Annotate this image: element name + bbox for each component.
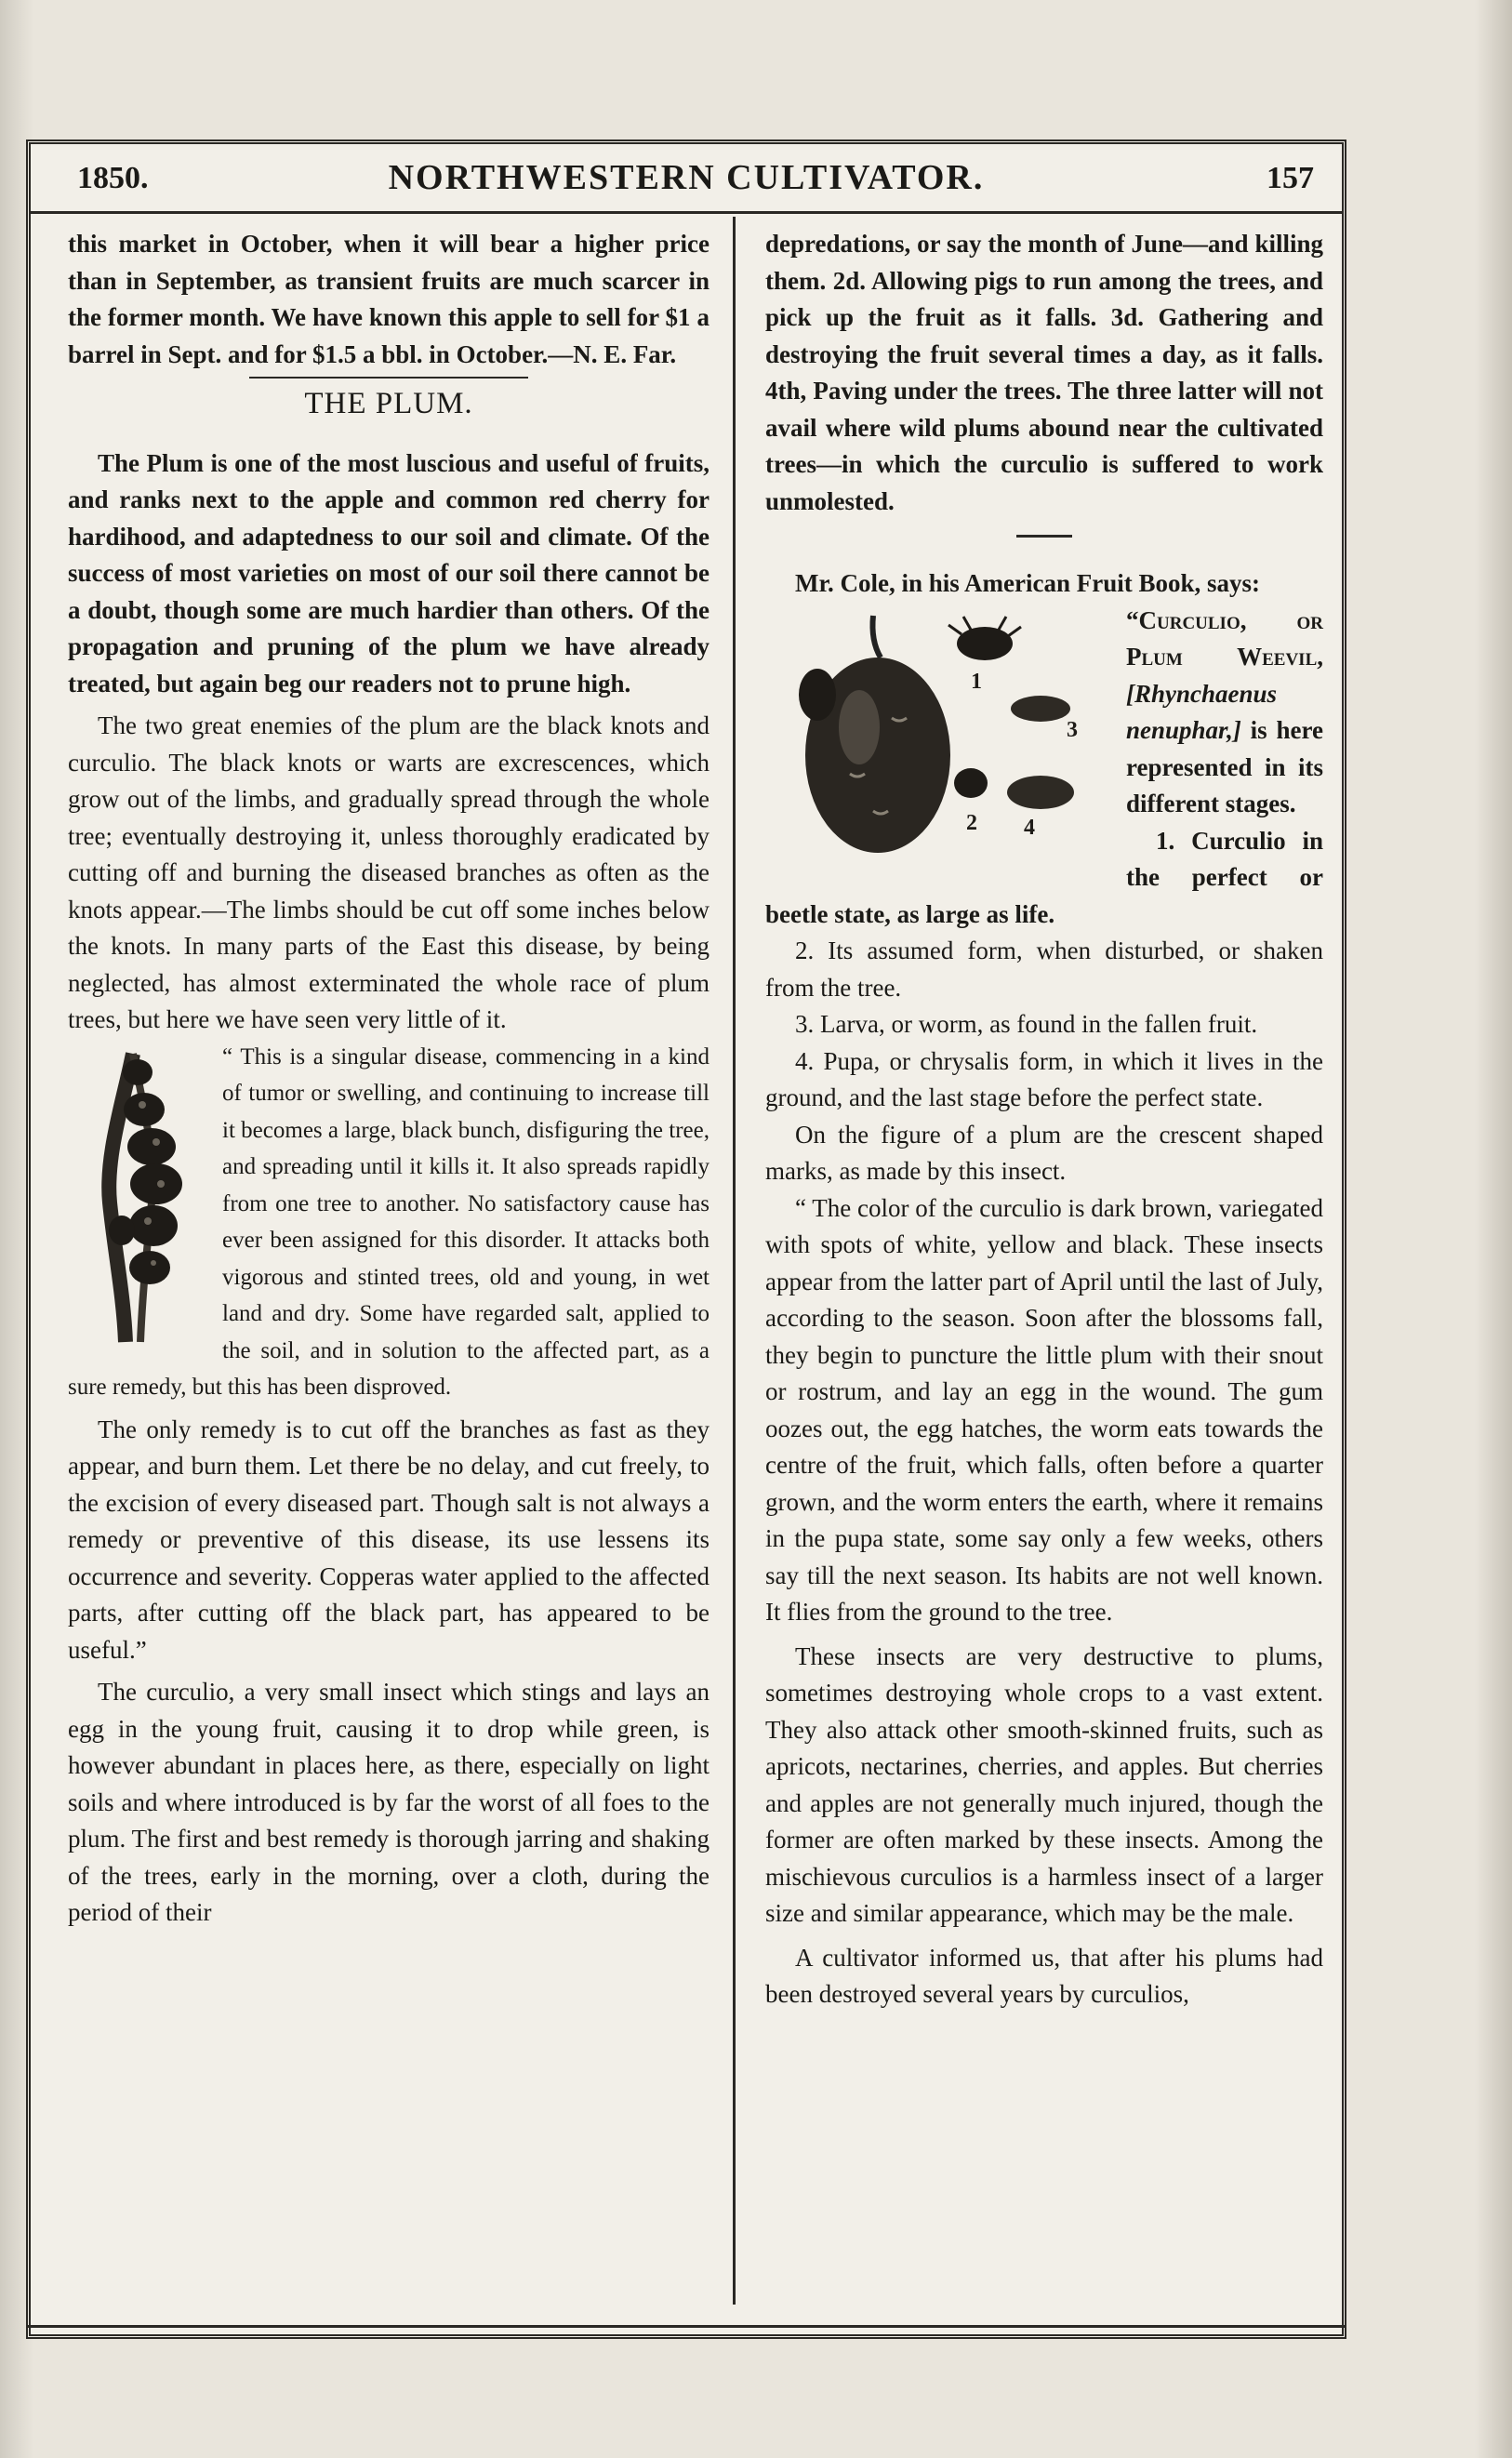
footer-rule: [26, 2325, 1346, 2328]
stage-item: 2. Its assumed form, when disturbed, or shaken from the tree.: [765, 937, 1323, 1002]
stage-item: 4. Pupa, or chrysalis form, in which it lives in the ground, and the last stage before the perfect state.: [765, 1046, 1323, 1111]
masthead-title: NORTHWESTERN CULTIVATOR.: [388, 158, 985, 197]
paragraph: A cultivator informed us, that after his plums had been destroyed several years by curculios,: [765, 1943, 1323, 2008]
figure-label-1: 1: [971, 669, 982, 694]
paragraph: The only remedy is to cut off the branches as fast as they appear, and burn them. Let there be no delay, and cut freely, to the excision of every diseased part. Though salt is not always a remedy or preventive of this disease, its use lessens its occurrence and severity. Copperas water applied to the affected parts, after cutting off the black part, has appeared to be useful.”: [68, 1415, 710, 1664]
paragraph: The Plum is one of the most luscious and useful of fruits, and ranks next to the apple and common red cherry for hardihood, and adaptedness to our soil and climate. Of the success of most varieties on most of our soil there cannot be a doubt, though some are much hardier than others. Of the propagation and pruning of the plum we have already treated, but again beg our readers not to prune high.: [68, 448, 710, 698]
paragraph: “ The color of the curculio is dark brown, variegated with spots of white, yellow and black. These insects appear from the latter part of April until the last of July, according to the season. Soon after the blossoms fall, they begin to puncture the little plum with their snout or rostrum, and lay an egg in the wound. The gum oozes out, the egg hatches, the worm eats towards the centre of the fruit, which falls, often before a quarter grown, and the worm enters the earth, where it remains in the pupa state, some say only a few weeks, others say till the next season. Its habits are not well known. It flies from the ground to the tree.: [765, 1193, 1323, 1626]
section-title-plum: THE PLUM.: [304, 387, 473, 420]
continued-paragraph: this market in October, when it will bear a higher price than in September, as transient fruits are much scarcer in the former month. We have known this apple to sell for $1 a barrel in Sept. and for $1.5 a bbl. in October.—N. E. Far.: [68, 230, 710, 368]
page-number: 157: [1267, 161, 1314, 195]
stage-item: 3. Larva, or worm, as found in the fallen fruit.: [795, 1010, 1258, 1038]
right-column: [765, 226, 1323, 2297]
masthead-year: 1850.: [77, 161, 149, 195]
caption-latin: [Rhynchaenus nenuphar,]: [1126, 679, 1278, 744]
paragraph: The curculio, a very small insect which stings and lays an egg in the young fruit, causing it to drop while green, is however abundant in places here, as there, especially on light soils and where introduced is by far the worst of all foes to the plum. The first and best remedy is thorough jarring and shaking of the trees, early in the morning, over a cloth, during the period of their: [68, 1678, 710, 1926]
newspaper-page: [26, 140, 1346, 2339]
figure-label-3: 3: [1067, 717, 1078, 742]
caption-rest: is here represented in its different stages.: [1126, 716, 1323, 817]
paragraph: The two great enemies of the plum are the black knots and curculio. The black knots or warts are excrescences, which grow out of the limbs, and gradually spread through the whole tree; eventually destroying it, unless thoroughly eradicated by cutting off and burning the diseased branches as often as the knots appear.—The limbs should be cut off some inches below the knots. In many parts of the East this disease, by being neglected, has almost exterminated the whole race of plum trees, but here we have seen very little of it.: [68, 711, 710, 1033]
plum-and-curculio-stages-illustration: [762, 606, 1115, 885]
figure-label-2: 2: [966, 810, 977, 835]
scan-margin-right: [1475, 0, 1512, 2458]
paragraph: Mr. Cole, in his American Fruit Book, says:: [795, 569, 1261, 597]
section-rule: [1016, 535, 1072, 538]
stage-item: 1. Curculio in the perfect or beetle state, as large as life.: [765, 826, 1323, 928]
masthead: [31, 144, 1342, 214]
black-knot-branch-illustration: [68, 1044, 207, 1351]
quote-paragraph: “ This is a singular disease, commencing in a kind of tumor or swelling, and continuing to increase till it becomes a large, black bunch, disfiguring the tree, and spreading until it kills it. It also spreads rapidly from one tree to another. No satisfactory cause has ever been assigned for this disorder. It attacks both vigorous and stinted trees, old and young, in wet land and dry. Some have regarded salt, applied to the soil, and in solution to the affected part, as a sure remedy, but this has been disproved.: [68, 1043, 710, 1400]
paragraph: On the figure of a plum are the crescent shaped marks, as made by this insect.: [765, 1120, 1323, 1185]
caption-lead: “Curculio, or Plum Weevil,: [1126, 605, 1323, 671]
figure-label-4: 4: [1024, 815, 1035, 840]
left-column: [68, 226, 710, 2297]
section-rule: [249, 377, 528, 379]
column-divider: [733, 217, 736, 2305]
paragraph: depredations, or say the month of June—and killing them. 2d. Allowing pigs to run among the trees, and pick up the fruit as it falls. 3d. Gathering and destroying the fruit several times a day, as it falls. 4th, Paving under the trees. The three latter will not avail where wild plums abound near the cultivated trees—in which the curculio is suffered to work unmolested.: [765, 230, 1323, 515]
paragraph: These insects are very destructive to plums, sometimes destroying whole crops to a vast extent. They also attack other smooth-skinned fruits, such as apricots, nectarines, cherries, and apples. But cherries and apples are not generally much injured, though the former are often marked by these insects. Among the mischievous curculios is a harmless insect of a larger size and similar appearance, which may be the male.: [765, 1641, 1323, 1927]
